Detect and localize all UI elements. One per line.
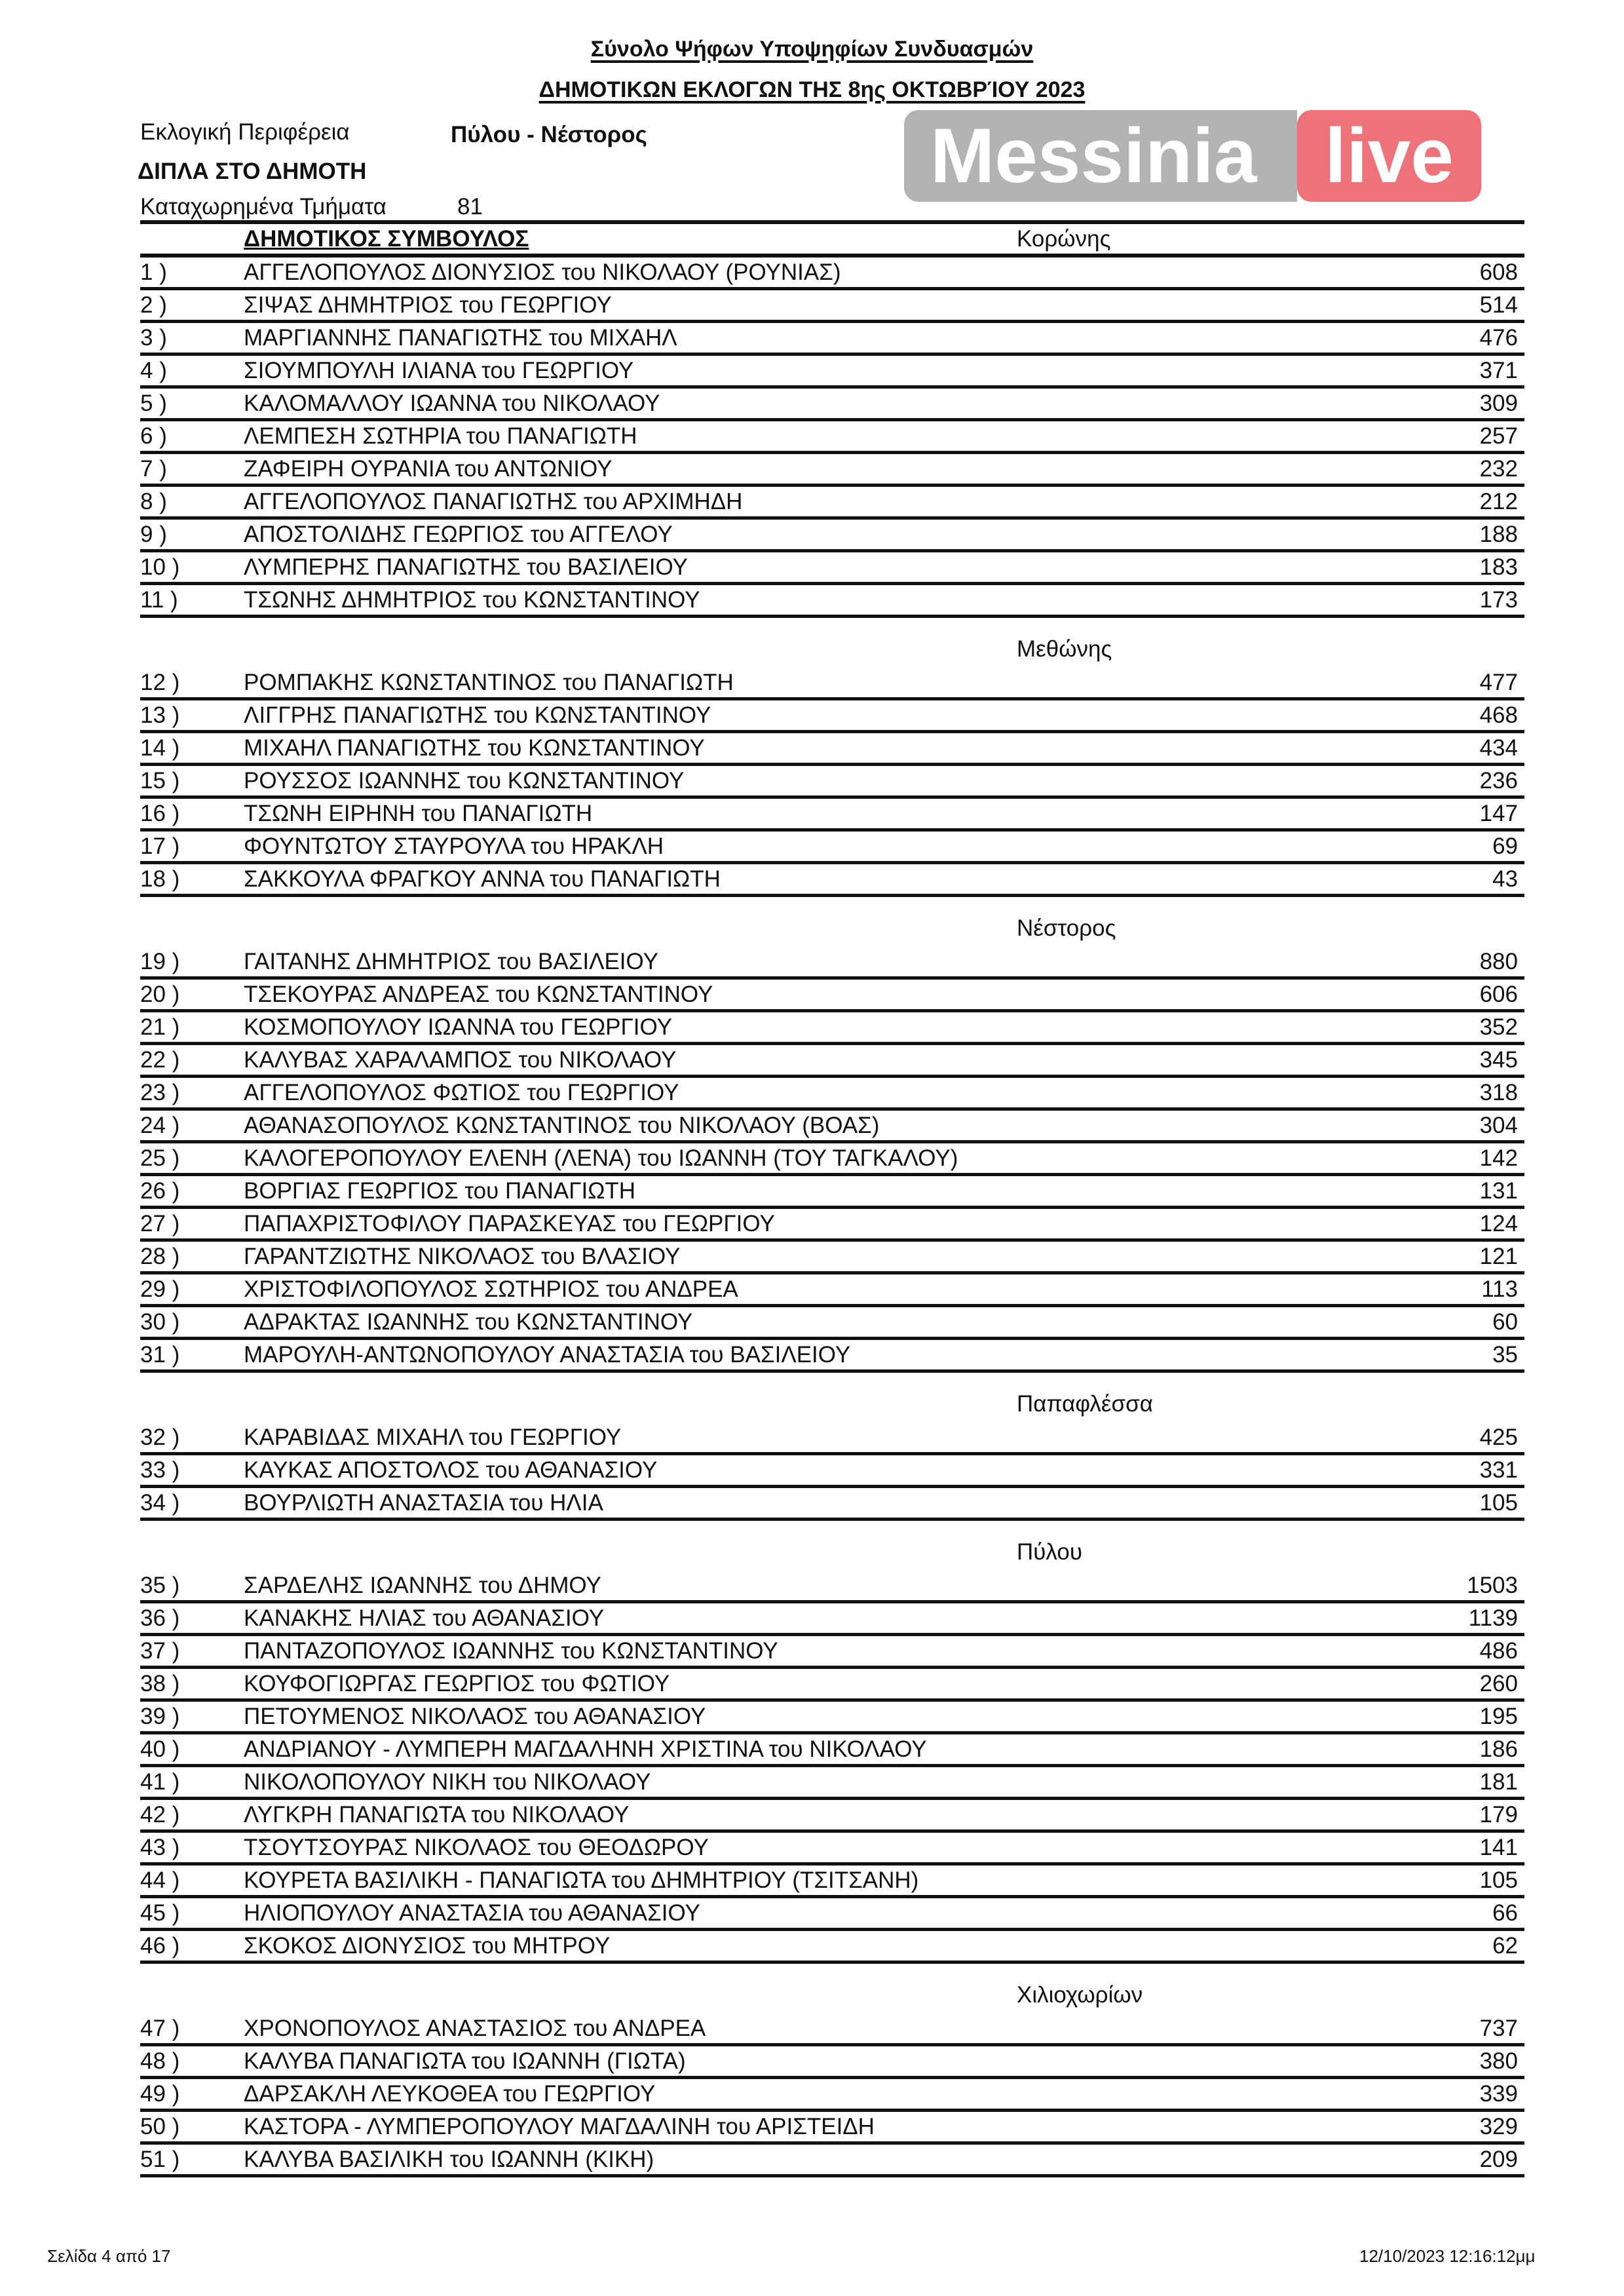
vote-count: 195 (1479, 1704, 1518, 1729)
column-header: ΔΗΜΟΤΙΚΟΣ ΣΥΜΒΟΥΛΟΣ (244, 226, 529, 252)
section-header (140, 1373, 1524, 1423)
candidate-name: ΚΑΛΥΒΑΣ ΧΑΡΑΛΑΜΠΟΣ του ΝΙΚΟΛΑΟΥ (244, 1047, 677, 1073)
table-row (140, 1636, 1524, 1669)
table-row (140, 832, 1524, 864)
table-row (140, 2079, 1524, 2112)
candidate-name: ΦΟΥΝΤΩΤΟΥ ΣΤΑΥΡΟΥΛΑ του ΗΡΑΚΛΗ (244, 833, 664, 859)
row-number: 7 ) (140, 456, 167, 482)
vote-count: 105 (1479, 1867, 1518, 1893)
candidate-name: ΚΑΝΑΚΗΣ ΗΛΙΑΣ του ΑΘΑΝΑΣΙΟΥ (244, 1605, 605, 1631)
row-number: 25 ) (140, 1145, 180, 1171)
table-row (140, 1702, 1524, 1734)
vote-count: 179 (1479, 1802, 1518, 1827)
vote-count: 331 (1479, 1457, 1518, 1483)
candidate-name: ΜΙΧΑΗΛ ΠΑΝΑΓΙΩΤΗΣ του ΚΩΝΣΤΑΝΤΙΝΟΥ (244, 735, 705, 761)
row-number: 2 ) (140, 292, 167, 318)
row-number: 3 ) (140, 325, 167, 351)
row-number: 16 ) (140, 801, 180, 826)
sections-label: Καταχωρημένα Τμήματα (140, 194, 387, 220)
table-row (140, 980, 1524, 1012)
candidate-name: ΛΙΓΓΡΗΣ ΠΑΝΑΓΙΩΤΗΣ του ΚΩΝΣΤΑΝΤΙΝΟΥ (244, 702, 711, 728)
table-row (140, 1340, 1524, 1373)
candidate-name: ΚΑΥΚΑΣ ΑΠΟΣΤΟΛΟΣ του ΑΘΑΝΑΣΙΟΥ (244, 1457, 658, 1483)
vote-count: 183 (1479, 554, 1518, 580)
candidate-name: ΚΑΛΟΓΕΡΟΠΟΥΛΟΥ ΕΛΕΝΗ (ΛΕΝΑ) του ΙΩΑΝΝΗ (ΤΟΥ ΤΑΓΚΑΛΟΥ) (244, 1145, 958, 1171)
table-row (140, 1898, 1524, 1931)
vote-count: 1503 (1467, 1573, 1518, 1598)
vote-count: 181 (1479, 1769, 1518, 1795)
candidate-name: ΑΠΟΣΤΟΛΙΔΗΣ ΓΕΩΡΓΙΟΣ του ΑΓΓΕΛΟΥ (244, 522, 673, 547)
candidate-name: ΚΟΥΡΕΤΑ ΒΑΣΙΛΙΚΗ - ΠΑΝΑΓΙΩΤΑ του ΔΗΜΗΤΡΙΟΥ (ΤΣΙΤΣΑΝΗ) (244, 1867, 919, 1893)
row-number: 40 ) (140, 1736, 180, 1762)
row-number: 8 ) (140, 489, 167, 514)
row-number: 15 ) (140, 768, 180, 794)
candidate-name: ΧΡΟΝΟΠΟΥΛΟΣ ΑΝΑΣΤΑΣΙΟΣ του ΑΝΔΡΕΑ (244, 2016, 706, 2041)
row-number: 42 ) (140, 1802, 180, 1827)
table-row (140, 1488, 1524, 1521)
candidate-name: ΒΟΡΓΙΑΣ ΓΕΩΡΓΙΟΣ του ΠΑΝΑΓΙΩΤΗ (244, 1178, 636, 1204)
row-number: 36 ) (140, 1605, 180, 1631)
watermark-left: Messinia (904, 110, 1297, 202)
row-number: 46 ) (140, 1933, 180, 1959)
table-row (140, 323, 1524, 356)
table-row (140, 487, 1524, 520)
candidate-name: ΚΑΛΟΜΑΛΛΟΥ ΙΩΑΝΝΑ του ΝΙΚΟΛΑΟΥ (244, 391, 660, 416)
row-number: 48 ) (140, 2048, 180, 2074)
vote-count: 339 (1479, 2081, 1518, 2107)
vote-count: 514 (1479, 292, 1518, 318)
candidate-name: ΓΑΙΤΑΝΗΣ ΔΗΜΗΤΡΙΟΣ του ΒΑΣΙΛΕΙΟΥ (244, 949, 658, 974)
table-row (140, 1734, 1524, 1767)
row-number: 49 ) (140, 2081, 180, 2107)
messinia-live-watermark (904, 110, 1481, 202)
vote-count: 232 (1479, 456, 1518, 482)
candidate-name: ΑΔΡΑΚΤΑΣ ΙΩΑΝΝΗΣ του ΚΩΝΣΤΑΝΤΙΝΟΥ (244, 1309, 693, 1335)
sections-value: 81 (457, 194, 483, 220)
row-number: 47 ) (140, 2016, 180, 2041)
vote-count: 260 (1479, 1671, 1518, 1696)
table-row (140, 356, 1524, 389)
row-number: 21 ) (140, 1014, 180, 1040)
vote-count: 43 (1492, 866, 1518, 892)
candidate-name: ΜΑΡΓΙΑΝΝΗΣ ΠΑΝΑΓΙΩΤΗΣ του ΜΙΧΑΗΛ (244, 325, 677, 351)
vote-count: 425 (1479, 1425, 1518, 1450)
candidate-name: ΚΟΣΜΟΠΟΥΛΟΥ ΙΩΑΝΝΑ του ΓΕΩΡΓΙΟΥ (244, 1014, 672, 1040)
vote-count: 257 (1479, 423, 1518, 449)
watermark-right: live (1297, 110, 1481, 202)
vote-count: 35 (1492, 1342, 1518, 1368)
candidate-name: ΤΣΕΚΟΥΡΑΣ ΑΝΔΡΕΑΣ του ΚΩΝΣΤΑΝΤΙΝΟΥ (244, 982, 713, 1007)
candidate-name: ΣΑΡΔΕΛΗΣ ΙΩΑΝΝΗΣ του ΔΗΜΟΥ (244, 1573, 601, 1598)
table-row (140, 520, 1524, 552)
vote-count: 147 (1479, 801, 1518, 826)
row-number: 20 ) (140, 982, 180, 1007)
row-number: 5 ) (140, 391, 167, 416)
table-row (140, 799, 1524, 832)
table-row (140, 1866, 1524, 1898)
candidate-name: ΓΑΡΑΝΤΖΙΩΤΗΣ ΝΙΚΟΛΑΟΣ του ΒΛΑΣΙΟΥ (244, 1244, 681, 1269)
candidate-name: ΡΟΥΣΣΟΣ ΙΩΑΝΝΗΣ του ΚΩΝΣΤΑΝΤΙΝΟΥ (244, 768, 685, 794)
section-header (140, 1964, 1524, 2014)
vote-count: 606 (1479, 982, 1518, 1007)
vote-count: 66 (1492, 1900, 1518, 1926)
table-row (140, 1833, 1524, 1866)
vote-count: 141 (1479, 1835, 1518, 1860)
row-number: 12 ) (140, 670, 180, 695)
row-number: 29 ) (140, 1276, 180, 1302)
table-row (140, 1800, 1524, 1833)
row-number: 1 ) (140, 259, 167, 285)
table-row (140, 1176, 1524, 1209)
candidate-name: ΚΑΣΤΟΡΑ - ΛΥΜΠΕΡΟΠΟΥΛΟΥ ΜΑΓΔΑΛΙΝΗ του ΑΡΙΣΤΕΙΔΗ (244, 2114, 875, 2139)
table-row (140, 290, 1524, 323)
table-row (140, 864, 1524, 897)
row-number: 37 ) (140, 1638, 180, 1664)
table-row (140, 766, 1524, 799)
table-row (140, 1603, 1524, 1636)
row-number: 4 ) (140, 358, 167, 383)
section-header (140, 897, 1524, 947)
candidate-name: ΠΕΤΟΥΜΕΝΟΣ ΝΙΚΟΛΑΟΣ του ΑΘΑΝΑΣΙΟΥ (244, 1704, 706, 1729)
district-value: Πύλου - Νέστορος (451, 122, 647, 147)
candidate-name: ΑΓΓΕΛΟΠΟΥΛΟΣ ΦΩΤΙΟΣ του ΓΕΩΡΓΙΟΥ (244, 1080, 679, 1105)
section-header (140, 618, 1524, 668)
candidate-name: ΚΟΥΦΟΓΙΩΡΓΑΣ ΓΕΩΡΓΙΟΣ του ΦΩΤΙΟΥ (244, 1671, 670, 1696)
vote-count: 173 (1479, 587, 1518, 613)
vote-count: 62 (1492, 1933, 1518, 1959)
candidate-name: ΛΥΓΚΡΗ ΠΑΝΑΓΙΩΤΑ του ΝΙΚΟΛΑΟΥ (244, 1802, 630, 1827)
row-number: 23 ) (140, 1080, 180, 1105)
table-row (140, 552, 1524, 585)
table-row (140, 1931, 1524, 1964)
vote-count: 121 (1479, 1244, 1518, 1269)
document-subtitle (0, 77, 1624, 103)
row-number: 35 ) (140, 1573, 180, 1598)
vote-count: 352 (1479, 1014, 1518, 1040)
vote-count: 476 (1479, 325, 1518, 351)
table-row (140, 1274, 1524, 1307)
vote-count: 124 (1479, 1211, 1518, 1236)
table-row (140, 733, 1524, 766)
table-row (140, 1455, 1524, 1488)
table-row (140, 1078, 1524, 1111)
candidate-name: ΤΣΩΝΗΣ ΔΗΜΗΤΡΙΟΣ του ΚΩΝΣΤΑΝΤΙΝΟΥ (244, 587, 700, 613)
section-header (140, 1521, 1524, 1571)
table-row (140, 1571, 1524, 1603)
candidate-name: ΠΑΝΤΑΖΟΠΟΥΛΟΣ ΙΩΑΝΝΗΣ του ΚΩΝΣΤΑΝΤΙΝΟΥ (244, 1638, 778, 1664)
row-number: 10 ) (140, 554, 180, 580)
row-number: 43 ) (140, 1835, 180, 1860)
vote-count: 608 (1479, 259, 1518, 285)
candidate-name: ΤΣΟΥΤΣΟΥΡΑΣ ΝΙΚΟΛΑΟΣ του ΘΕΟΔΩΡΟΥ (244, 1835, 709, 1860)
vote-count: 318 (1479, 1080, 1518, 1105)
row-number: 41 ) (140, 1769, 180, 1795)
candidate-name: ΣΙΟΥΜΠΟΥΛΗ ΙΛΙΑΝΑ του ΓΕΩΡΓΙΟΥ (244, 358, 634, 383)
row-number: 27 ) (140, 1211, 180, 1236)
results-table (140, 220, 1524, 2177)
row-number: 14 ) (140, 735, 180, 761)
candidate-name: ΑΝΔΡΙΑΝΟΥ - ΛΥΜΠΕΡΗ ΜΑΓΔΑΛΗΝΗ ΧΡΙΣΤΙΝΑ του ΝΙΚΟΛΑΟΥ (244, 1736, 927, 1762)
page-number: Σελίδα 4 από 17 (47, 2246, 171, 2266)
document-title (0, 37, 1624, 62)
candidate-name: ΑΓΓΕΛΟΠΟΥΛΟΣ ΔΙΟΝΥΣΙΟΣ του ΝΙΚΟΛΑΟΥ (ΡΟΥΝΙΑΣ) (244, 259, 841, 285)
vote-count: 105 (1479, 1490, 1518, 1516)
district-label: Εκλογική Περιφέρεια (140, 119, 350, 145)
row-number: 19 ) (140, 949, 180, 974)
table-row (140, 454, 1524, 487)
vote-count: 309 (1479, 391, 1518, 416)
vote-count: 486 (1479, 1638, 1518, 1664)
table-row (140, 2145, 1524, 2177)
row-number: 18 ) (140, 866, 180, 892)
vote-count: 142 (1479, 1145, 1518, 1171)
vote-count: 304 (1479, 1113, 1518, 1138)
table-header-row (140, 224, 1524, 258)
vote-count: 329 (1479, 2114, 1518, 2139)
section-name: Πύλου (1017, 1539, 1082, 1565)
table-row (140, 1012, 1524, 1045)
row-number: 11 ) (140, 587, 178, 613)
vote-count: 212 (1479, 489, 1518, 514)
table-row (140, 1143, 1524, 1176)
table-row (140, 2046, 1524, 2079)
row-number: 32 ) (140, 1425, 180, 1450)
row-number: 34 ) (140, 1490, 180, 1516)
table-row (140, 1111, 1524, 1143)
vote-count: 188 (1479, 522, 1518, 547)
section-name: Μεθώνης (1017, 636, 1112, 662)
vote-count: 209 (1479, 2147, 1518, 2172)
row-number: 13 ) (140, 702, 180, 728)
row-number: 51 ) (140, 2147, 180, 2172)
candidate-name: ΧΡΙΣΤΟΦΙΛΟΠΟΥΛΟΣ ΣΩΤΗΡΙΟΣ του ΑΝΔΡΕΑ (244, 1276, 738, 1302)
table-row (140, 2112, 1524, 2145)
row-number: 50 ) (140, 2114, 180, 2139)
candidate-name: ΜΑΡΟΥΛΗ-ΑΝΤΩΝΟΠΟΥΛΟΥ ΑΝΑΣΤΑΣΙΑ του ΒΑΣΙΛΕΙΟΥ (244, 1342, 851, 1368)
table-row (140, 1307, 1524, 1340)
table-row (140, 1767, 1524, 1800)
table-row (140, 585, 1524, 618)
print-datetime: 12/10/2023 12:16:12μμ (1359, 2246, 1536, 2266)
candidate-name: ΤΣΩΝΗ ΕΙΡΗΝΗ του ΠΑΝΑΓΙΩΤΗ (244, 801, 593, 826)
vote-count: 69 (1492, 833, 1518, 859)
row-number: 28 ) (140, 1244, 180, 1269)
vote-count: 345 (1479, 1047, 1518, 1073)
vote-count: 380 (1479, 2048, 1518, 2074)
section-name: Κορώνης (1017, 226, 1111, 252)
candidate-name: ΛΕΜΠΕΣΗ ΣΩΤΗΡΙΑ του ΠΑΝΑΓΙΩΤΗ (244, 423, 637, 449)
row-number: 26 ) (140, 1178, 180, 1204)
document-title-text: Σύνολο Ψήφων Υποψηφίων Συνδυασμών (590, 37, 1034, 62)
row-number: 44 ) (140, 1867, 180, 1893)
table-row (140, 2014, 1524, 2046)
candidate-name: ΝΙΚΟΛΟΠΟΥΛΟΥ ΝΙΚΗ του ΝΙΚΟΛΑΟΥ (244, 1769, 651, 1795)
candidate-name: ΑΓΓΕΛΟΠΟΥΛΟΣ ΠΑΝΑΓΙΩΤΗΣ του ΑΡΧΙΜΗΔΗ (244, 489, 743, 514)
row-number: 22 ) (140, 1047, 180, 1073)
table-row (140, 389, 1524, 421)
candidate-name: ΒΟΥΡΛΙΩΤΗ ΑΝΑΣΤΑΣΙΑ του ΗΛΙΑ (244, 1490, 603, 1516)
section-name: Χιλιοχωρίων (1017, 1982, 1143, 2008)
vote-count: 186 (1479, 1736, 1518, 1762)
vote-count: 477 (1479, 670, 1518, 695)
vote-count: 60 (1492, 1309, 1518, 1335)
vote-count: 737 (1479, 2016, 1518, 2041)
candidate-name: ΚΑΡΑΒΙΔΑΣ ΜΙΧΑΗΛ του ΓΕΩΡΓΙΟΥ (244, 1425, 622, 1450)
row-number: 38 ) (140, 1671, 180, 1696)
vote-count: 131 (1479, 1178, 1518, 1204)
table-row (140, 1209, 1524, 1242)
table-row (140, 1242, 1524, 1274)
table-row (140, 258, 1524, 290)
candidate-name: ΣΚΟΚΟΣ ΔΙΟΝΥΣΙΟΣ του ΜΗΤΡΟΥ (244, 1933, 611, 1959)
candidate-name: ΑΘΑΝΑΣΟΠΟΥΛΟΣ ΚΩΝΣΤΑΝΤΙΝΟΣ του ΝΙΚΟΛΑΟΥ (ΒΟΑΣ) (244, 1113, 880, 1138)
table-row (140, 700, 1524, 733)
candidate-name: ΡΟΜΠΑΚΗΣ ΚΩΝΣΤΑΝΤΙΝΟΣ του ΠΑΝΑΓΙΩΤΗ (244, 670, 734, 695)
candidate-name: ΚΑΛΥΒΑ ΠΑΝΑΓΙΩΤΑ του ΙΩΑΝΝΗ (ΓΙΩΤΑ) (244, 2048, 686, 2074)
row-number: 39 ) (140, 1704, 180, 1729)
table-row (140, 668, 1524, 700)
table-row (140, 1045, 1524, 1078)
section-name: Παπαφλέσσα (1017, 1391, 1153, 1417)
row-number: 9 ) (140, 522, 167, 547)
candidate-name: ΗΛΙΟΠΟΥΛΟΥ ΑΝΑΣΤΑΣΙΑ του ΑΘΑΝΑΣΙΟΥ (244, 1900, 700, 1926)
candidate-name: ΔΑΡΣΑΚΛΗ ΛΕΥΚΟΘΕΑ του ΓΕΩΡΓΙΟΥ (244, 2081, 656, 2107)
row-number: 6 ) (140, 423, 167, 449)
candidate-name: ΠΑΠΑΧΡΙΣΤΟΦΙΛΟΥ ΠΑΡΑΣΚΕΥΑΣ του ΓΕΩΡΓΙΟΥ (244, 1211, 775, 1236)
section-name: Νέστορος (1017, 915, 1116, 941)
vote-count: 113 (1481, 1276, 1518, 1302)
row-number: 31 ) (140, 1342, 180, 1368)
party-name: ΔΙΠΛΑ ΣΤΟ ΔΗΜΟΤΗ (138, 159, 367, 184)
row-number: 30 ) (140, 1309, 180, 1335)
candidate-name: ΖΑΦΕΙΡΗ ΟΥΡΑΝΙΑ του ΑΝΤΩΝΙΟΥ (244, 456, 613, 482)
candidate-name: ΚΑΛΥΒΑ ΒΑΣΙΛΙΚΗ του ΙΩΑΝΝΗ (ΚΙΚΗ) (244, 2147, 654, 2172)
vote-count: 236 (1479, 768, 1518, 794)
table-row (140, 1669, 1524, 1702)
vote-count: 468 (1479, 702, 1518, 728)
table-row (140, 1423, 1524, 1455)
row-number: 17 ) (140, 833, 180, 859)
row-number: 24 ) (140, 1113, 180, 1138)
candidate-name: ΛΥΜΠΕΡΗΣ ΠΑΝΑΓΙΩΤΗΣ του ΒΑΣΙΛΕΙΟΥ (244, 554, 688, 580)
candidate-name: ΣΑΚΚΟΥΛΑ ΦΡΑΓΚΟΥ ΑΝΝΑ του ΠΑΝΑΓΙΩΤΗ (244, 866, 721, 892)
vote-count: 880 (1479, 949, 1518, 974)
row-number: 33 ) (140, 1457, 180, 1483)
vote-count: 434 (1479, 735, 1518, 761)
table-row (140, 421, 1524, 454)
vote-count: 371 (1479, 358, 1518, 383)
row-number: 45 ) (140, 1900, 180, 1926)
document-subtitle-text: ΔΗΜΟΤΙΚΩΝ ΕΚΛΟΓΩΝ ΤΗΣ 8ης ΟΚΤΩΒΡΊΟΥ 2023 (538, 77, 1086, 102)
candidate-name: ΣΙΨΑΣ ΔΗΜΗΤΡΙΟΣ του ΓΕΩΡΓΙΟΥ (244, 292, 612, 318)
table-row (140, 947, 1524, 980)
vote-count: 1139 (1468, 1605, 1518, 1631)
